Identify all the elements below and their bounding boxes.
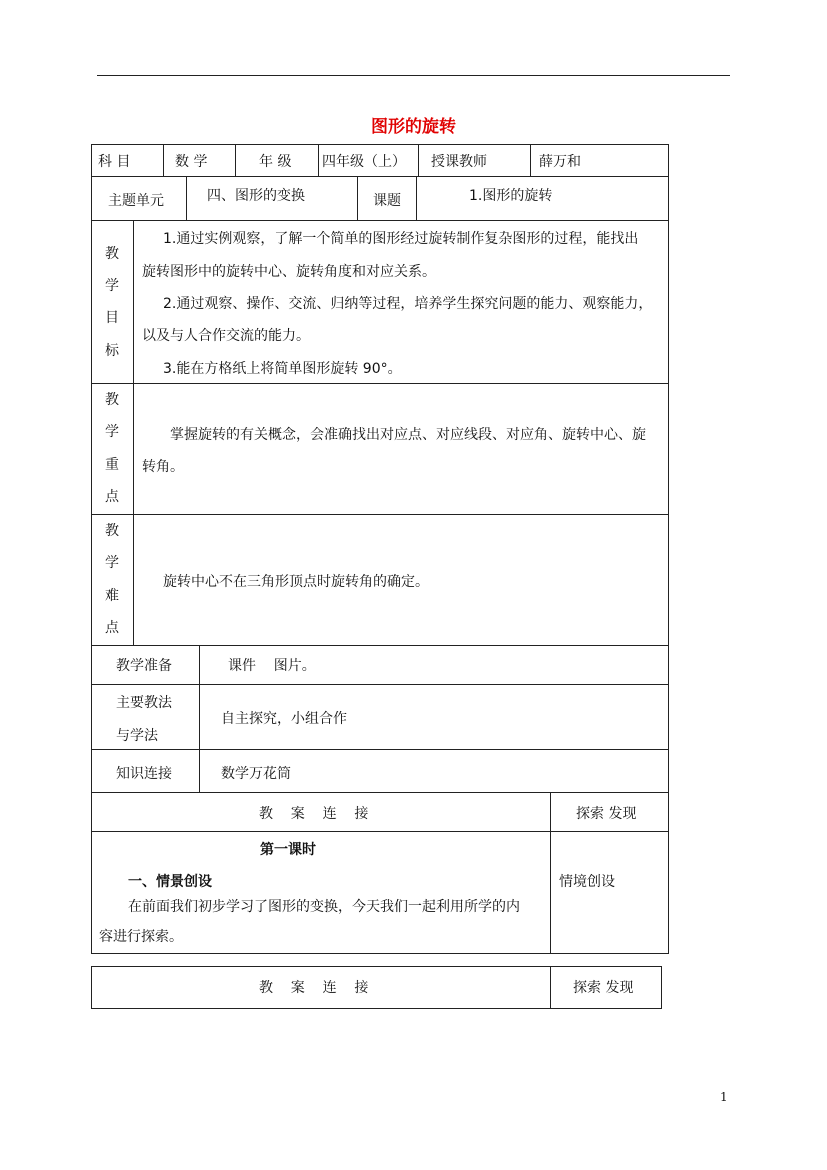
methods-label-line2: 与学法 [116, 728, 158, 744]
page-title: 图形的旋转 [371, 117, 456, 137]
methods-label-line1: 主要教法 [116, 695, 172, 711]
key-points-text: 掌握旋转的有关概念，会准确找出对应点、对应线段、对应角、旋转中心、旋 [170, 427, 646, 443]
knowledge-value: 数学万花筒 [221, 766, 291, 782]
section-header-2-left: 教 案 连 接 [259, 980, 369, 996]
lesson-body: 在前面我们初步学习了图形的变换，今天我们一起利用所学的内 [128, 899, 520, 915]
goal-item: 旋转图形中的旋转中心、旋转角度和对应关系。 [142, 264, 436, 280]
goal-item: 3.能在方格纸上将简单图形旋转 90°。 [163, 361, 402, 377]
preparation-value: 课件 图片。 [228, 658, 316, 674]
unit-value: 四、图形的变换 [207, 188, 305, 204]
lesson-side-note: 情境创设 [559, 874, 615, 890]
methods-value: 自主探究，小组合作 [221, 711, 347, 727]
lesson-period: 第一课时 [260, 842, 316, 858]
subject-label: 科 目 [98, 154, 131, 170]
header-rule [97, 75, 730, 76]
section-header-2-right: 探索 发现 [573, 980, 634, 996]
topic-label: 课题 [373, 193, 401, 209]
goal-item: 1.通过实例观察，了解一个简单的图形经过旋转制作复杂图形的过程，能找出 [163, 231, 639, 247]
goal-item: 2.通过观察、操作、交流、归纳等过程，培养学生探究问题的能力、观察能力， [163, 296, 653, 312]
topic-value: 1.图形的旋转 [469, 188, 553, 204]
section-header-left: 教 案 连 接 [259, 806, 369, 822]
grade-value: 四年级（上） [322, 154, 406, 170]
lesson-body-cont: 容进行探索。 [99, 929, 183, 945]
grade-label: 年 级 [259, 154, 292, 170]
subject-value: 数 学 [175, 154, 208, 170]
preparation-label: 教学准备 [116, 658, 172, 674]
goal-item: 以及与人合作交流的能力。 [142, 328, 310, 344]
unit-label: 主题单元 [108, 193, 164, 209]
section-header-right: 探索 发现 [576, 806, 637, 822]
difficulties-text: 旋转中心不在三角形顶点时旋转角的确定。 [163, 574, 429, 590]
key-points-text-cont: 转角。 [142, 459, 184, 475]
teacher-label: 授课教师 [431, 154, 487, 170]
knowledge-label: 知识连接 [116, 766, 172, 782]
teacher-value: 薛万和 [539, 154, 581, 170]
lesson-heading: 一、情景创设 [128, 874, 212, 890]
page-number: 1 [720, 1090, 728, 1104]
